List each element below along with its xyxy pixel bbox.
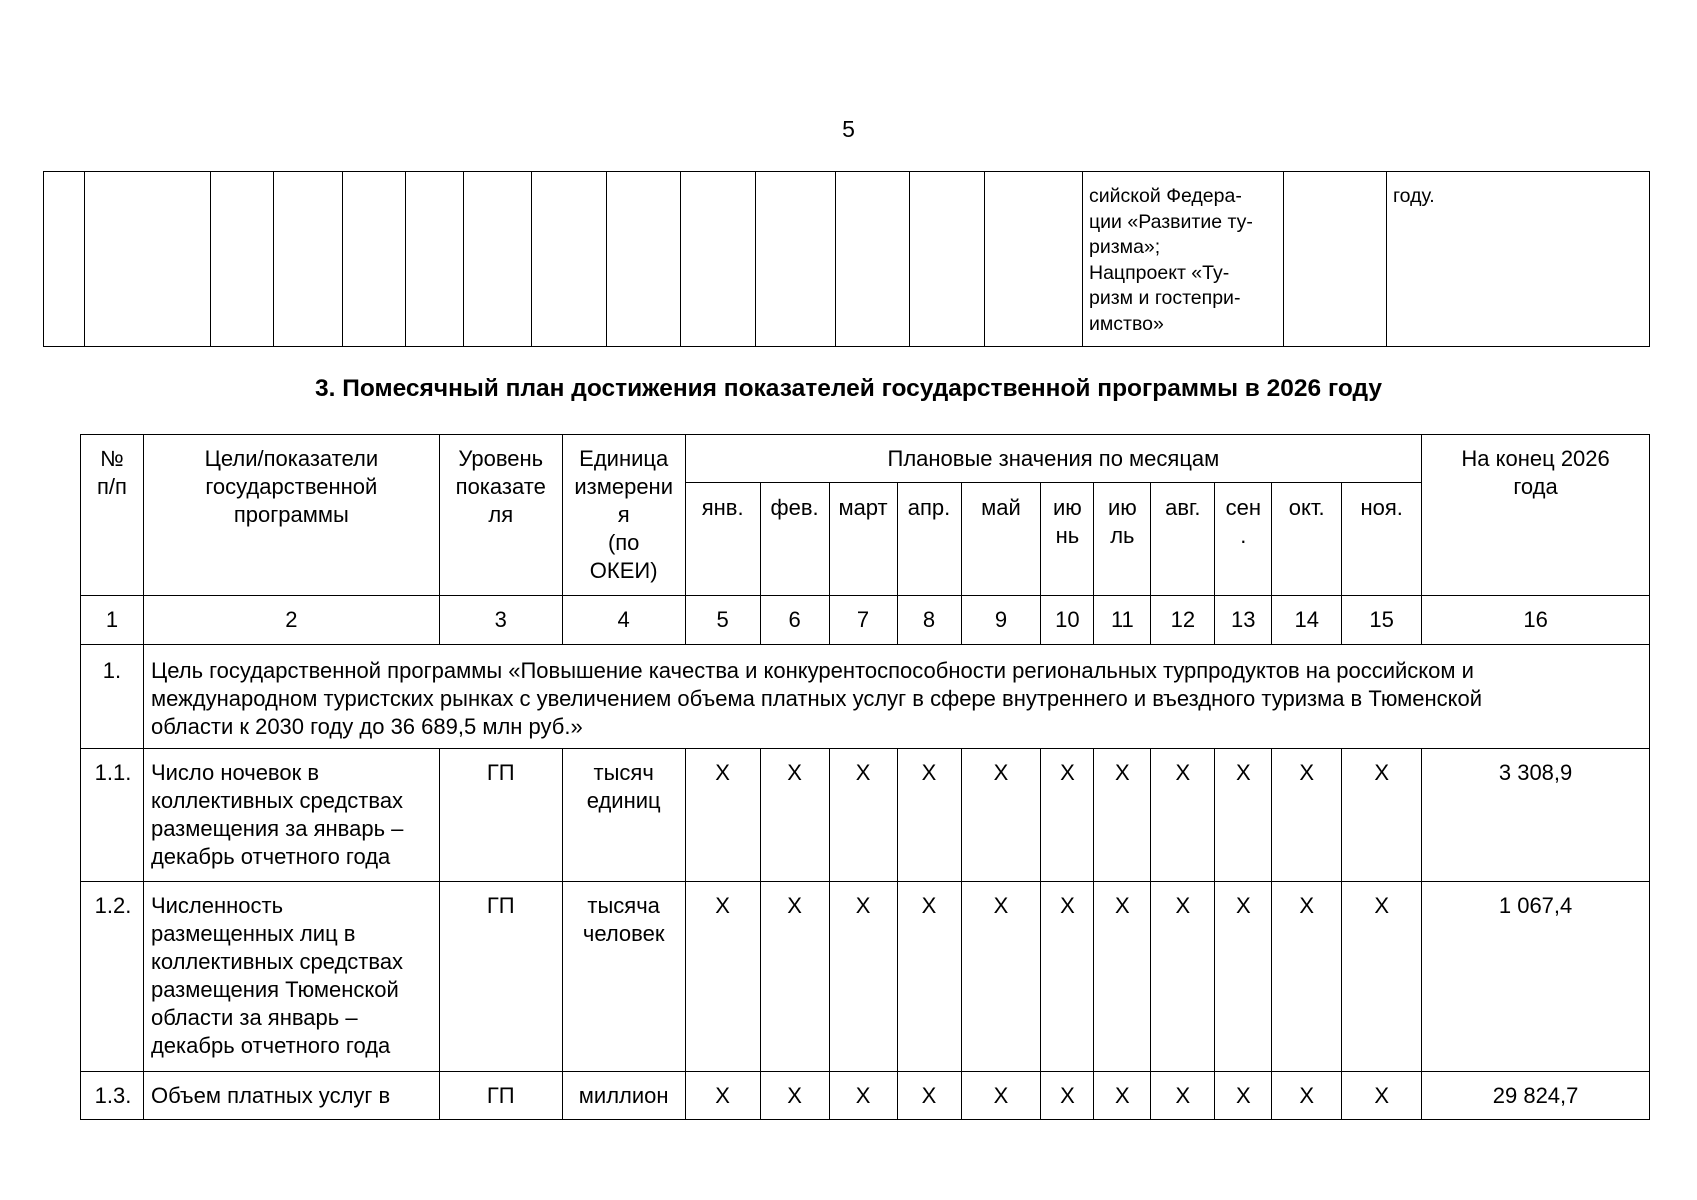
month-value: Х bbox=[1215, 1072, 1272, 1120]
month-value: Х bbox=[897, 749, 961, 882]
goal-text: Цель государственной программы «Повышение качества и конкурентоспособности региональных турпродуктов на российском и международном туристских рынках с увеличением объема платных услуг в сфере внутреннего и въездного туризма в Тюменской области к 2030 году до 36 689,5 млн руб.» bbox=[143, 645, 1649, 749]
month-header: янв. bbox=[685, 483, 760, 596]
month-value: Х bbox=[1041, 749, 1094, 882]
header-months-group: Плановые значения по месяцам bbox=[685, 435, 1421, 483]
column-number: 2 bbox=[143, 596, 439, 645]
month-header: апр. bbox=[897, 483, 961, 596]
table-cell bbox=[985, 172, 1083, 347]
month-value: Х bbox=[1094, 882, 1151, 1072]
column-number: 8 bbox=[897, 596, 961, 645]
month-value: Х bbox=[1272, 1072, 1342, 1120]
month-header: авг. bbox=[1151, 483, 1215, 596]
month-header: март bbox=[829, 483, 897, 596]
column-number: 7 bbox=[829, 596, 897, 645]
month-value: Х bbox=[1215, 749, 1272, 882]
table-cell bbox=[44, 172, 85, 347]
month-value: Х bbox=[760, 882, 829, 1072]
month-value: Х bbox=[1151, 749, 1215, 882]
row-num: 1.3. bbox=[81, 1072, 144, 1120]
month-value: Х bbox=[1041, 1072, 1094, 1120]
indicator-level: ГП bbox=[439, 882, 562, 1072]
month-value: Х bbox=[1272, 749, 1342, 882]
header-unit: Единица измерени я (по ОКЕИ) bbox=[562, 435, 685, 596]
month-header: сен . bbox=[1215, 483, 1272, 596]
month-value: Х bbox=[1094, 749, 1151, 882]
month-value: Х bbox=[1342, 882, 1422, 1072]
indicator-name: Объем платных услуг в bbox=[143, 1072, 439, 1120]
month-value: Х bbox=[685, 882, 760, 1072]
indicator-name: Число ночевок в коллективных средствах размещения за январь – декабрь отчетного года bbox=[143, 749, 439, 882]
month-value: Х bbox=[961, 882, 1041, 1072]
month-value: Х bbox=[1215, 882, 1272, 1072]
indicator-level: ГП bbox=[439, 749, 562, 882]
column-number: 3 bbox=[439, 596, 562, 645]
table-cell bbox=[343, 172, 406, 347]
goal-num: 1. bbox=[81, 645, 144, 749]
month-value: Х bbox=[1151, 882, 1215, 1072]
month-value: Х bbox=[685, 1072, 760, 1120]
month-value: Х bbox=[760, 749, 829, 882]
table-cell bbox=[1284, 172, 1387, 347]
column-number: 5 bbox=[685, 596, 760, 645]
month-value: Х bbox=[1342, 749, 1422, 882]
data-rows bbox=[81, 749, 1650, 1120]
continuation-table bbox=[43, 171, 1650, 347]
month-value: Х bbox=[961, 1072, 1041, 1120]
month-value: Х bbox=[1272, 882, 1342, 1072]
indicator-unit: тысяч единиц bbox=[562, 749, 685, 882]
column-number: 16 bbox=[1422, 596, 1650, 645]
month-value: Х bbox=[829, 882, 897, 1072]
month-value: Х bbox=[685, 749, 760, 882]
table-cell bbox=[607, 172, 681, 347]
source-cell: сийской Федера- ции «Развитие ту- ризма»; Нацпроект «Ту- ризм и гостепри- имство» bbox=[1083, 172, 1284, 347]
table-cell bbox=[274, 172, 343, 347]
page-number: 5 bbox=[842, 116, 855, 142]
section-title: 3. Помесячный план достижения показателей государственной программы в 2026 году bbox=[315, 375, 1382, 402]
continuation-row bbox=[44, 172, 1650, 347]
month-value: Х bbox=[897, 882, 961, 1072]
month-value: Х bbox=[1094, 1072, 1151, 1120]
month-header: фев. bbox=[760, 483, 829, 596]
indicator-unit: миллион bbox=[562, 1072, 685, 1120]
month-value: Х bbox=[1041, 882, 1094, 1072]
table-cell bbox=[85, 172, 211, 347]
column-number: 9 bbox=[961, 596, 1041, 645]
column-number: 4 bbox=[562, 596, 685, 645]
column-number: 1 bbox=[81, 596, 144, 645]
table-cell bbox=[532, 172, 607, 347]
header-goal: Цели/показатели государственной программы bbox=[143, 435, 439, 596]
monthly-plan-table bbox=[80, 434, 1650, 1120]
end-of-year-value: 3 308,9 bbox=[1422, 749, 1650, 882]
table-cell bbox=[836, 172, 910, 347]
month-value: Х bbox=[961, 749, 1041, 882]
column-number: 13 bbox=[1215, 596, 1272, 645]
month-value: Х bbox=[1342, 1072, 1422, 1120]
header-row bbox=[81, 435, 1650, 483]
table-cell bbox=[211, 172, 274, 347]
month-value: Х bbox=[897, 1072, 961, 1120]
column-number: 12 bbox=[1151, 596, 1215, 645]
end-of-year-value: 29 824,7 bbox=[1422, 1072, 1650, 1120]
month-header: ноя. bbox=[1342, 483, 1422, 596]
month-header: ию ль bbox=[1094, 483, 1151, 596]
row-num: 1.2. bbox=[81, 882, 144, 1072]
deadline-cell: году. bbox=[1387, 172, 1650, 347]
month-value: Х bbox=[829, 749, 897, 882]
table-cell bbox=[464, 172, 532, 347]
table-row bbox=[81, 749, 1650, 882]
end-of-year-value: 1 067,4 bbox=[1422, 882, 1650, 1072]
row-num: 1.1. bbox=[81, 749, 144, 882]
month-header: окт. bbox=[1272, 483, 1342, 596]
table-cell bbox=[910, 172, 985, 347]
header-num: № п/п bbox=[81, 435, 144, 596]
table-cell bbox=[681, 172, 756, 347]
column-number: 10 bbox=[1041, 596, 1094, 645]
column-number: 6 bbox=[760, 596, 829, 645]
indicator-name: Численность размещенных лиц в коллективных средствах размещения Тюменской области за январь – декабрь отчетного года bbox=[143, 882, 439, 1072]
goal-row bbox=[81, 645, 1650, 749]
table-row bbox=[81, 882, 1650, 1072]
month-header: ию нь bbox=[1041, 483, 1094, 596]
column-number: 11 bbox=[1094, 596, 1151, 645]
column-number: 14 bbox=[1272, 596, 1342, 645]
month-header: май bbox=[961, 483, 1041, 596]
month-value: Х bbox=[829, 1072, 897, 1120]
header-end-of-year: На конец 2026 года bbox=[1422, 435, 1650, 596]
column-number-row bbox=[81, 596, 1650, 645]
month-value: Х bbox=[1151, 1072, 1215, 1120]
table-cell bbox=[756, 172, 836, 347]
month-value: Х bbox=[760, 1072, 829, 1120]
indicator-unit: тысяча человек bbox=[562, 882, 685, 1072]
indicator-level: ГП bbox=[439, 1072, 562, 1120]
table-row bbox=[81, 1072, 1650, 1120]
column-number: 15 bbox=[1342, 596, 1422, 645]
header-level: Уровень показате ля bbox=[439, 435, 562, 596]
table-cell bbox=[406, 172, 464, 347]
